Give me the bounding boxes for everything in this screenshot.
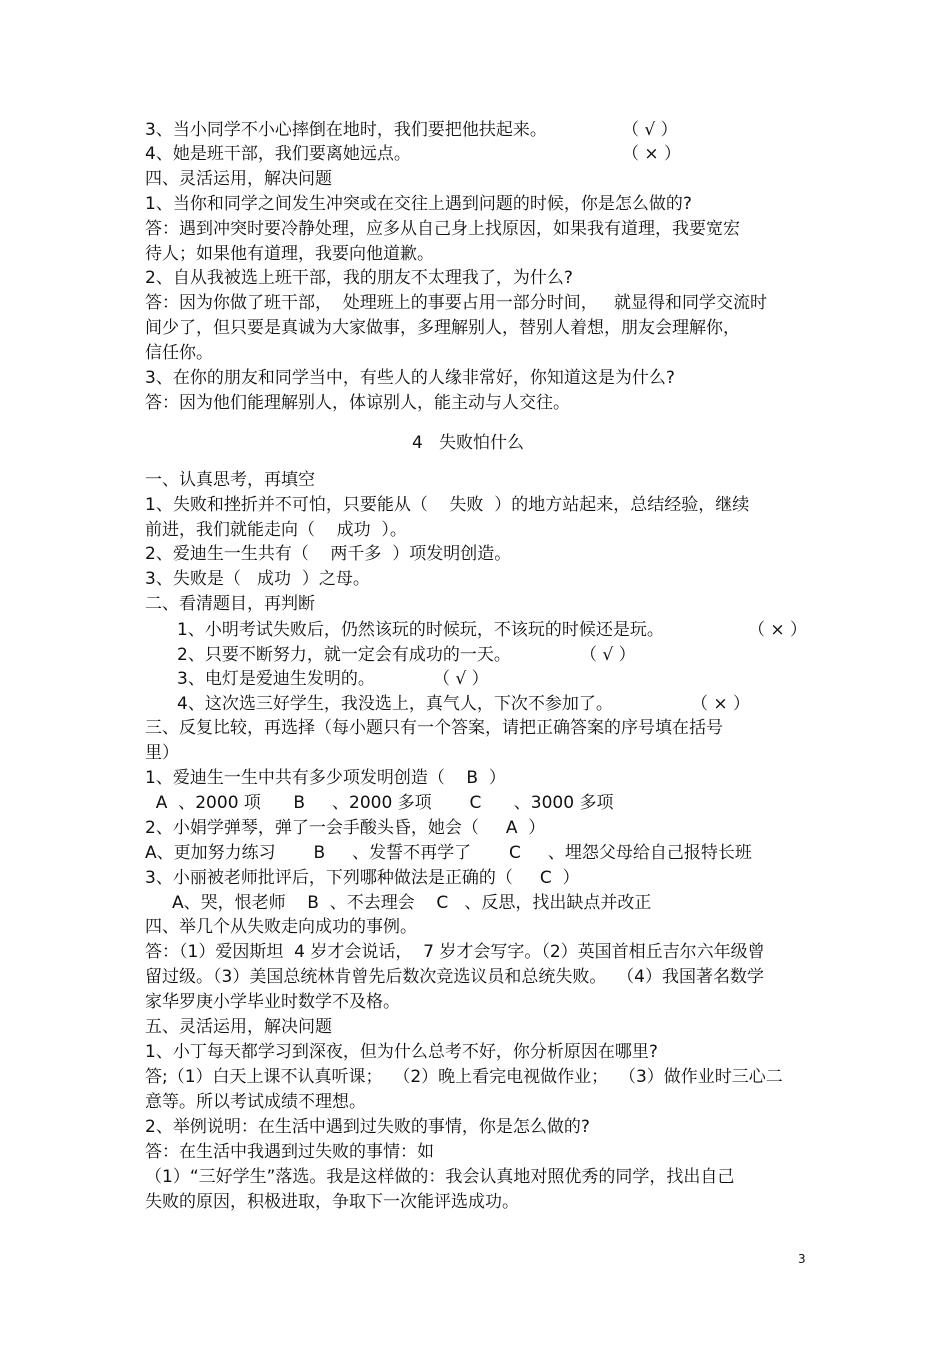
text-line: 3、当小同学不小心摔倒在地时，我们要把他扶起来。 [145,120,547,140]
answer: 答：（1）爱因斯坦 4 岁才会说话， 7 岁才会写字。（2）英国首相丘吉尔六年级曾 [145,942,765,962]
answer: 答：因为他们能理解别人，体谅别人，能主动与人交往。 [145,393,570,413]
answer: 留过级。（3）美国总统林肯曾先后数次竞选议员和总统失败。 （4）我国著名数学 [145,967,764,987]
question: 2、爱迪生一生共有（ 两千多 ）项发明创造。 [145,544,512,564]
answer: 意等。所以考试成绩不理想。 [145,1092,366,1112]
question: 1、小丁每天都学习到深夜，但为什么总考不好，你分析原因在哪里? [145,1042,658,1062]
answer: 答：在生活中我遇到过失败的事情：如 [145,1142,434,1162]
section-heading: 四、灵活运用，解决问题 [145,169,332,189]
section-heading: 二、看清题目，再判断 [145,594,315,614]
answer: 家华罗庚小学毕业时数学不及格。 [145,992,400,1012]
section-heading: 一、认真思考，再填空 [145,470,315,490]
question: 1、爱迪生一生中共有多少项发明创造（ B ） [145,768,506,788]
answer-mark: （ × ） [622,144,682,164]
lesson-title: 4 失败怕什么 [412,433,525,453]
answer: 失败的原因，积极进取，争取下一次能评选成功。 [145,1192,519,1212]
question: 2、自从我被选上班干部，我的朋友不太理我了，为什么? [145,268,573,288]
answer-mark: （ × ） [748,620,808,640]
question: 3、小丽被老师批评后，下列哪种做法是正确的（ C ） [145,868,580,888]
page-number: 3 [798,1252,806,1266]
options: A 、2000 项 B 、2000 多项 C 、3000 多项 [145,793,614,813]
judge-item: 4、这次选三好学生，我没选上，真气人，下次不参加了。 [177,694,613,714]
answer: （1）“三好学生”落选。我是这样做的：我会认真地对照优秀的同学，找出自己 [145,1167,735,1187]
question: 3、在你的朋友和同学当中，有些人的人缘非常好，你知道这是为什么? [145,368,675,388]
options: A、哭，恨老师 B 、不去理会 C 、反思，找出缺点并改正 [145,893,652,913]
answer: 待人；如果他有道理，我要向他道歉。 [145,244,434,264]
options: A、更加努力练习 B 、发誓不再学了 C 、埋怨父母给自己报特长班 [145,843,752,863]
answer-mark: （ √ ） [433,669,489,689]
answer: 间少了，但只要是真诚为大家做事，多理解别人，替别人着想，朋友会理解你， [145,318,740,338]
judge-item: 2、只要不断努力，就一定会有成功的一天。 [177,645,511,665]
question: 3、失败是（ 成功 ）之母。 [145,569,370,589]
answer-mark: （ √ ） [622,120,678,140]
judge-item: 3、电灯是爱迪生发明的。 [177,669,375,689]
answer: 答：遇到冲突时要冷静处理，应多从自己身上找原因，如果我有道理，我要宽宏 [145,219,740,239]
answer: 答;（1）白天上课不认真听课； （2）晚上看完电视做作业； （3）做作业时三心二 [145,1067,783,1087]
question: 2、举例说明：在生活中遇到过失败的事情，你是怎么做的? [145,1117,590,1137]
section-heading: 四、举几个从失败走向成功的事例。 [145,917,417,937]
judge-item: 1、小明考试失败后，仍然该玩的时候玩，不该玩的时候还是玩。 [177,620,664,640]
question: 2、小娟学弹琴，弹了一会手酸头昏，她会（ A ） [145,818,546,838]
answer-mark: （ × ） [691,694,751,714]
answer: 答：因为你做了班干部， 处理班上的事要占用一部分时间， 就显得和同学交流时 [145,293,768,313]
section-heading: 五、灵活运用，解决问题 [145,1017,332,1037]
question: 1、失败和挫折并不可怕，只要能从（ 失败 ）的地方站起来，总结经验，继续 [145,495,750,515]
section-heading: 三、反复比较，再选择（每小题只有一个答案，请把正确答案的序号填在括号 [145,718,723,738]
answer: 信任你。 [145,343,213,363]
answer-mark: （ √ ） [580,645,636,665]
section-heading: 里） [145,743,179,763]
question: 前进，我们就能走向（ 成功 ）。 [145,520,407,540]
question: 1、当你和同学之间发生冲突或在交往上遇到问题的时候，你是怎么做的? [145,194,692,214]
text-line: 4、她是班干部，我们要离她远点。 [145,144,411,164]
